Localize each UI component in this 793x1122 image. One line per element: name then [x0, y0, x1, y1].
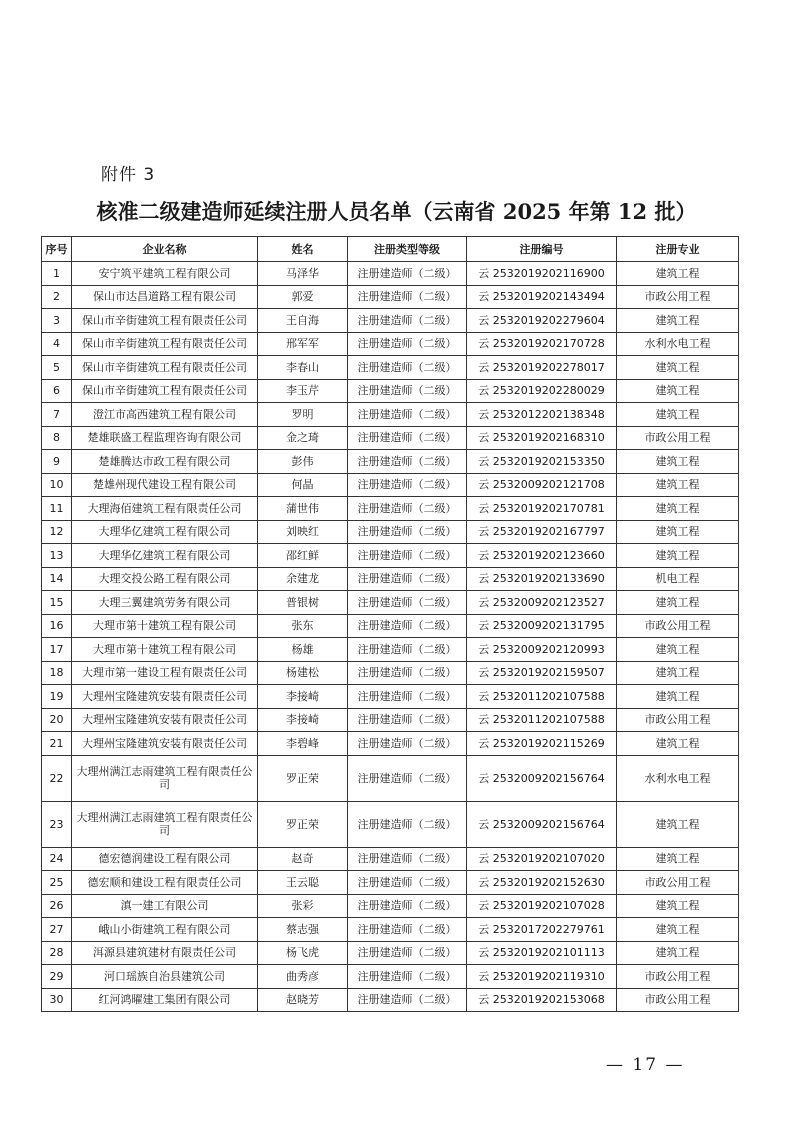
cell-reg-type: 注册建造师（二级） [348, 544, 467, 568]
cell-reg-type: 注册建造师（二级） [348, 497, 467, 521]
table-row [42, 379, 739, 403]
cell-reg-no: 云 2532009202156764 [467, 801, 617, 847]
cell-seq: 21 [42, 732, 72, 756]
cell-company: 洱源县建筑建材有限责任公司 [72, 941, 258, 965]
cell-specialty: 建筑工程 [617, 403, 739, 427]
table-row [42, 708, 739, 732]
cell-seq: 9 [42, 450, 72, 474]
cell-reg-type: 注册建造师（二级） [348, 661, 467, 685]
cell-reg-type: 注册建造师（二级） [348, 379, 467, 403]
cell-seq: 19 [42, 685, 72, 709]
cell-company: 保山市辛街建筑工程有限责任公司 [72, 309, 258, 333]
cell-seq: 27 [42, 918, 72, 942]
cell-company: 大理州宝隆建筑安装有限责任公司 [72, 685, 258, 709]
cell-name: 罗明 [258, 403, 348, 427]
cell-reg-no: 云 2532019202278017 [467, 356, 617, 380]
cell-specialty: 市政公用工程 [617, 426, 739, 450]
cell-reg-type: 注册建造师（二级） [348, 871, 467, 895]
cell-name: 赵晓芳 [258, 988, 348, 1012]
cell-name: 曲秀彦 [258, 965, 348, 989]
table-row [42, 356, 739, 380]
cell-reg-type: 注册建造师（二级） [348, 332, 467, 356]
cell-reg-no: 云 2532019202101113 [467, 941, 617, 965]
cell-reg-no: 云 2532019202279604 [467, 309, 617, 333]
cell-reg-type: 注册建造师（二级） [348, 965, 467, 989]
cell-company: 安宁筑平建筑工程有限公司 [72, 262, 258, 286]
cell-reg-type: 注册建造师（二级） [348, 285, 467, 309]
cell-reg-no: 云 2532019202167797 [467, 520, 617, 544]
cell-company: 楚雄联盛工程监理咨询有限公司 [72, 426, 258, 450]
table-header-row [42, 237, 739, 262]
table-row [42, 262, 739, 286]
cell-company: 大理华亿建筑工程有限公司 [72, 544, 258, 568]
cell-company: 大理州满江志雨建筑工程有限责任公司 [72, 801, 258, 847]
cell-seq: 2 [42, 285, 72, 309]
table-row [42, 473, 739, 497]
cell-name: 罗正荣 [258, 755, 348, 801]
cell-seq: 13 [42, 544, 72, 568]
cell-reg-type: 注册建造师（二级） [348, 941, 467, 965]
cell-reg-type: 注册建造师（二级） [348, 473, 467, 497]
table-row [42, 732, 739, 756]
cell-reg-type: 注册建造师（二级） [348, 918, 467, 942]
cell-reg-no: 云 2532019202143494 [467, 285, 617, 309]
cell-name: 王云聪 [258, 871, 348, 895]
table-row [42, 988, 739, 1012]
cell-company: 大理华亿建筑工程有限公司 [72, 520, 258, 544]
cell-reg-type: 注册建造师（二级） [348, 356, 467, 380]
cell-reg-no: 云 2532012202138348 [467, 403, 617, 427]
table-row [42, 403, 739, 427]
cell-specialty: 建筑工程 [617, 520, 739, 544]
cell-company: 大理州宝隆建筑安装有限责任公司 [72, 708, 258, 732]
cell-seq: 25 [42, 871, 72, 895]
cell-seq: 8 [42, 426, 72, 450]
cell-seq: 11 [42, 497, 72, 521]
cell-name: 李春山 [258, 356, 348, 380]
cell-seq: 20 [42, 708, 72, 732]
registration-table [41, 236, 739, 1012]
cell-specialty: 市政公用工程 [617, 965, 739, 989]
cell-specialty: 建筑工程 [617, 544, 739, 568]
cell-company: 保山市辛街建筑工程有限责任公司 [72, 332, 258, 356]
cell-specialty: 建筑工程 [617, 801, 739, 847]
cell-specialty: 建筑工程 [617, 661, 739, 685]
cell-specialty: 建筑工程 [617, 941, 739, 965]
cell-seq: 18 [42, 661, 72, 685]
cell-seq: 14 [42, 567, 72, 591]
cell-reg-no: 云 2532019202152630 [467, 871, 617, 895]
table-row [42, 847, 739, 871]
cell-name: 余建龙 [258, 567, 348, 591]
cell-reg-type: 注册建造师（二级） [348, 894, 467, 918]
cell-seq: 4 [42, 332, 72, 356]
cell-name: 赵奇 [258, 847, 348, 871]
table-body [42, 262, 739, 1012]
cell-reg-type: 注册建造师（二级） [348, 801, 467, 847]
cell-reg-no: 云 2532019202133690 [467, 567, 617, 591]
cell-specialty: 建筑工程 [617, 847, 739, 871]
cell-company: 保山市辛街建筑工程有限责任公司 [72, 379, 258, 403]
cell-seq: 29 [42, 965, 72, 989]
table-row [42, 332, 739, 356]
cell-company: 大理海佰建筑工程有限责任公司 [72, 497, 258, 521]
cell-specialty: 市政公用工程 [617, 988, 739, 1012]
table-row [42, 661, 739, 685]
cell-reg-no: 云 2532011202107588 [467, 685, 617, 709]
cell-company: 大理市第十建筑工程有限公司 [72, 614, 258, 638]
cell-name: 何晶 [258, 473, 348, 497]
cell-reg-no: 云 2532009202156764 [467, 755, 617, 801]
table-row [42, 591, 739, 615]
cell-company: 河口瑶族自治县建筑公司 [72, 965, 258, 989]
table-row [42, 450, 739, 474]
cell-seq: 28 [42, 941, 72, 965]
cell-reg-no: 云 2532011202107588 [467, 708, 617, 732]
cell-specialty: 建筑工程 [617, 309, 739, 333]
cell-specialty: 建筑工程 [617, 685, 739, 709]
cell-seq: 10 [42, 473, 72, 497]
cell-seq: 16 [42, 614, 72, 638]
cell-seq: 15 [42, 591, 72, 615]
table-row [42, 426, 739, 450]
cell-name: 李接崎 [258, 685, 348, 709]
page-number: — 17 — [606, 1055, 685, 1075]
cell-company: 楚雄州现代建设工程有限公司 [72, 473, 258, 497]
table-row [42, 755, 739, 801]
cell-specialty: 建筑工程 [617, 918, 739, 942]
cell-name: 杨飞虎 [258, 941, 348, 965]
cell-company: 保山市达昌道路工程有限公司 [72, 285, 258, 309]
cell-seq: 24 [42, 847, 72, 871]
cell-specialty: 建筑工程 [617, 638, 739, 662]
cell-name: 李玉芹 [258, 379, 348, 403]
cell-name: 张东 [258, 614, 348, 638]
cell-seq: 26 [42, 894, 72, 918]
cell-specialty: 机电工程 [617, 567, 739, 591]
cell-reg-no: 云 2532019202153068 [467, 988, 617, 1012]
cell-company: 峨山小街建筑工程有限公司 [72, 918, 258, 942]
cell-reg-no: 云 2532019202170781 [467, 497, 617, 521]
cell-specialty: 市政公用工程 [617, 614, 739, 638]
cell-reg-type: 注册建造师（二级） [348, 988, 467, 1012]
cell-name: 彭伟 [258, 450, 348, 474]
cell-specialty: 建筑工程 [617, 894, 739, 918]
document-title: 核准二级建造师延续注册人员名单（云南省 2025 年第 12 批） [96, 199, 697, 224]
cell-name: 王自海 [258, 309, 348, 333]
header-specialty: 注册专业 [617, 237, 739, 262]
cell-name: 刘映红 [258, 520, 348, 544]
cell-seq: 3 [42, 309, 72, 333]
cell-reg-no: 云 2532019202159507 [467, 661, 617, 685]
cell-name: 杨雄 [258, 638, 348, 662]
table-row [42, 544, 739, 568]
header-company: 企业名称 [72, 237, 258, 262]
cell-reg-type: 注册建造师（二级） [348, 732, 467, 756]
cell-company: 大理交投公路工程有限公司 [72, 567, 258, 591]
cell-specialty: 水利水电工程 [617, 332, 739, 356]
cell-seq: 17 [42, 638, 72, 662]
cell-specialty: 建筑工程 [617, 591, 739, 615]
cell-name: 杨建松 [258, 661, 348, 685]
table-row [42, 309, 739, 333]
cell-name: 罗正荣 [258, 801, 348, 847]
table-row [42, 520, 739, 544]
cell-reg-type: 注册建造师（二级） [348, 638, 467, 662]
table-row [42, 638, 739, 662]
cell-reg-no: 云 2532009202120993 [467, 638, 617, 662]
cell-reg-no: 云 2532019202123660 [467, 544, 617, 568]
table-row [42, 941, 739, 965]
cell-reg-no: 云 2532019202280029 [467, 379, 617, 403]
header-name: 姓名 [258, 237, 348, 262]
cell-name: 普银树 [258, 591, 348, 615]
cell-seq: 1 [42, 262, 72, 286]
cell-specialty: 市政公用工程 [617, 871, 739, 895]
cell-specialty: 建筑工程 [617, 473, 739, 497]
cell-reg-type: 注册建造师（二级） [348, 685, 467, 709]
cell-reg-type: 注册建造师（二级） [348, 520, 467, 544]
cell-reg-no: 云 2532019202115269 [467, 732, 617, 756]
cell-seq: 5 [42, 356, 72, 380]
cell-reg-no: 云 2532019202107028 [467, 894, 617, 918]
cell-seq: 7 [42, 403, 72, 427]
cell-reg-type: 注册建造师（二级） [348, 403, 467, 427]
table-row [42, 871, 739, 895]
header-seq: 序号 [42, 237, 72, 262]
cell-name: 李碧峰 [258, 732, 348, 756]
cell-specialty: 市政公用工程 [617, 708, 739, 732]
cell-reg-type: 注册建造师（二级） [348, 847, 467, 871]
cell-specialty: 建筑工程 [617, 732, 739, 756]
cell-reg-type: 注册建造师（二级） [348, 309, 467, 333]
table-row [42, 918, 739, 942]
table-row [42, 567, 739, 591]
cell-reg-no: 云 2532019202168310 [467, 426, 617, 450]
cell-name: 邢军军 [258, 332, 348, 356]
cell-reg-no: 云 2532019202153350 [467, 450, 617, 474]
cell-name: 邵红鲜 [258, 544, 348, 568]
cell-seq: 12 [42, 520, 72, 544]
cell-specialty: 建筑工程 [617, 450, 739, 474]
cell-company: 澄江市高西建筑工程有限公司 [72, 403, 258, 427]
cell-reg-no: 云 2532009202131795 [467, 614, 617, 638]
cell-specialty: 建筑工程 [617, 379, 739, 403]
cell-reg-type: 注册建造师（二级） [348, 755, 467, 801]
header-reg-no: 注册编号 [467, 237, 617, 262]
cell-reg-type: 注册建造师（二级） [348, 426, 467, 450]
cell-reg-no: 云 2532019202107020 [467, 847, 617, 871]
cell-company: 大理三翼建筑劳务有限公司 [72, 591, 258, 615]
cell-company: 大理市第一建设工程有限责任公司 [72, 661, 258, 685]
cell-seq: 30 [42, 988, 72, 1012]
cell-company: 保山市辛街建筑工程有限责任公司 [72, 356, 258, 380]
cell-specialty: 水利水电工程 [617, 755, 739, 801]
cell-company: 滇一建工有限公司 [72, 894, 258, 918]
cell-reg-type: 注册建造师（二级） [348, 708, 467, 732]
cell-reg-no: 云 2532019202119310 [467, 965, 617, 989]
cell-name: 蒲世伟 [258, 497, 348, 521]
cell-name: 郭爱 [258, 285, 348, 309]
cell-name: 张彩 [258, 894, 348, 918]
cell-seq: 22 [42, 755, 72, 801]
table-row [42, 497, 739, 521]
cell-name: 李接崎 [258, 708, 348, 732]
cell-seq: 23 [42, 801, 72, 847]
cell-reg-no: 云 2532019202170728 [467, 332, 617, 356]
table-row [42, 685, 739, 709]
cell-reg-no: 云 2532017202279761 [467, 918, 617, 942]
cell-name: 蔡志强 [258, 918, 348, 942]
attachment-label: 附件 3 [101, 165, 156, 185]
header-reg-type: 注册类型等级 [348, 237, 467, 262]
cell-specialty: 建筑工程 [617, 497, 739, 521]
table-row [42, 894, 739, 918]
cell-reg-no: 云 2532009202123527 [467, 591, 617, 615]
cell-company: 红河鸿曜建工集团有限公司 [72, 988, 258, 1012]
cell-seq: 6 [42, 379, 72, 403]
cell-company: 大理州满江志雨建筑工程有限责任公司 [72, 755, 258, 801]
cell-specialty: 市政公用工程 [617, 285, 739, 309]
cell-specialty: 建筑工程 [617, 262, 739, 286]
cell-company: 楚雄腾达市政工程有限公司 [72, 450, 258, 474]
table-row [42, 285, 739, 309]
table-row [42, 801, 739, 847]
cell-specialty: 建筑工程 [617, 356, 739, 380]
cell-reg-type: 注册建造师（二级） [348, 567, 467, 591]
cell-reg-type: 注册建造师（二级） [348, 591, 467, 615]
cell-company: 德宏顺和建设工程有限责任公司 [72, 871, 258, 895]
cell-reg-no: 云 2532009202121708 [467, 473, 617, 497]
table-row [42, 614, 739, 638]
cell-company: 德宏德润建设工程有限公司 [72, 847, 258, 871]
cell-reg-type: 注册建造师（二级） [348, 450, 467, 474]
cell-reg-no: 云 2532019202116900 [467, 262, 617, 286]
cell-company: 大理市第十建筑工程有限公司 [72, 638, 258, 662]
table-row [42, 965, 739, 989]
cell-name: 马泽华 [258, 262, 348, 286]
cell-reg-type: 注册建造师（二级） [348, 262, 467, 286]
cell-company: 大理州宝隆建筑安装有限责任公司 [72, 732, 258, 756]
cell-reg-type: 注册建造师（二级） [348, 614, 467, 638]
cell-name: 金之琦 [258, 426, 348, 450]
